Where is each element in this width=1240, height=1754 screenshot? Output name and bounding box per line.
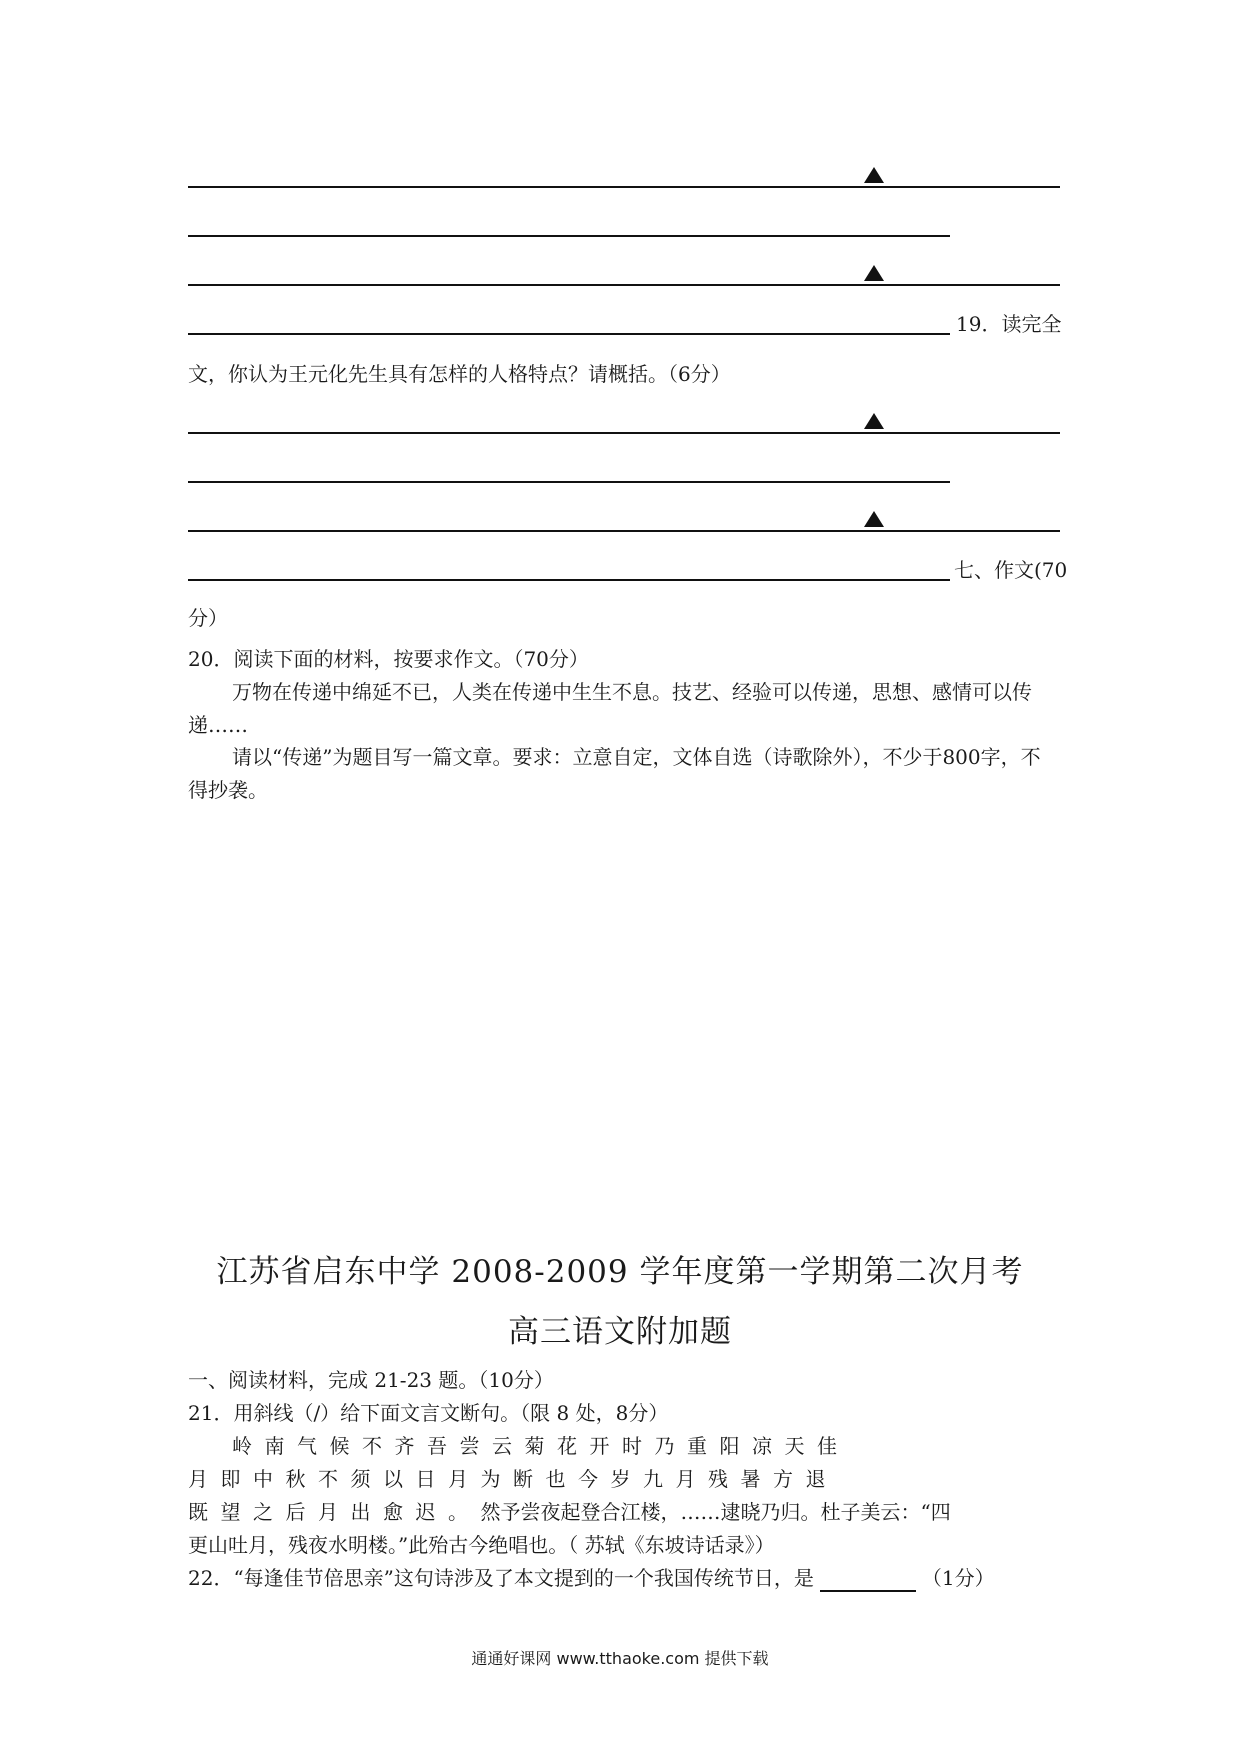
exam-subtitle: 高三语文附加题 [508, 1314, 732, 1350]
answer-line [188, 432, 1060, 434]
answer-line [188, 284, 1060, 286]
answer-line [188, 235, 950, 237]
question-22 [188, 1564, 995, 1592]
classical-text-line-2: 月即中秋不须以日月为断也今岁九月残暑方退 [188, 1467, 838, 1491]
question-22-score: （1分） [921, 1566, 995, 1590]
classical-text-line-3-unpunctuated: 既望之后月出愈迟。 [188, 1500, 481, 1524]
answer-line [188, 530, 1060, 532]
section-7-heading-cont: 分） [188, 606, 228, 630]
section-1-heading: 一、阅读材料，完成 21-23 题。（10分） [188, 1368, 554, 1392]
section-7-heading: 七、作文(70 [954, 558, 1068, 582]
answer-line [188, 186, 1060, 188]
classical-text-line-1: 岭南气候不齐吾尝云菊花开时乃重阳凉天佳 [232, 1434, 850, 1458]
classical-text-line-4: 更山吐月，残夜水明楼。”此殆古今绝唱也。（ 苏轼《东坡诗话录》） [188, 1533, 775, 1557]
question-20-prompt: 20．阅读下面的材料，按要求作文。（70分） [188, 647, 589, 671]
answer-line [188, 333, 950, 335]
triangle-marker-icon [864, 511, 884, 527]
question-19-prompt: 文，你认为王元化先生具有怎样的人格特点？请概括。（6分） [188, 362, 731, 386]
question-22-prompt: 22．“每逢佳节倍思亲”这句诗涉及了本文提到的一个我国传统节日，是 [188, 1566, 814, 1590]
classical-text-line-3 [188, 1498, 951, 1526]
answer-blank[interactable] [820, 1568, 916, 1592]
footer-text: 通通好课网 www.tthaoke.com 提供下载 [471, 1649, 769, 1668]
question-21-prompt: 21．用斜线（/）给下面文言文断句。（限 8 处，8分） [188, 1401, 669, 1425]
triangle-marker-icon [864, 167, 884, 183]
answer-line [188, 481, 950, 483]
question-20-requirement: 请以“传递”为题目写一篇文章。要求：立意自定，文体自选（诗歌除外），不少于800字，不得抄袭。 [188, 745, 1041, 802]
exam-title: 江苏省启东中学 2008-2009 学年度第一学期第二次月考 [216, 1254, 1024, 1290]
classical-text-line-3-rest: 然予尝夜起登合江楼，……逮晓乃归。杜子美云：“四 [480, 1500, 951, 1524]
triangle-marker-icon [864, 413, 884, 429]
question-19-number: 19．读完全 [956, 312, 1062, 336]
question-20-material: 万物在传递中绵延不已，人类在传递中生生不息。技艺、经验可以传递，思想、感情可以传递…… [188, 680, 1032, 737]
triangle-marker-icon [864, 265, 884, 281]
answer-line [188, 579, 950, 581]
